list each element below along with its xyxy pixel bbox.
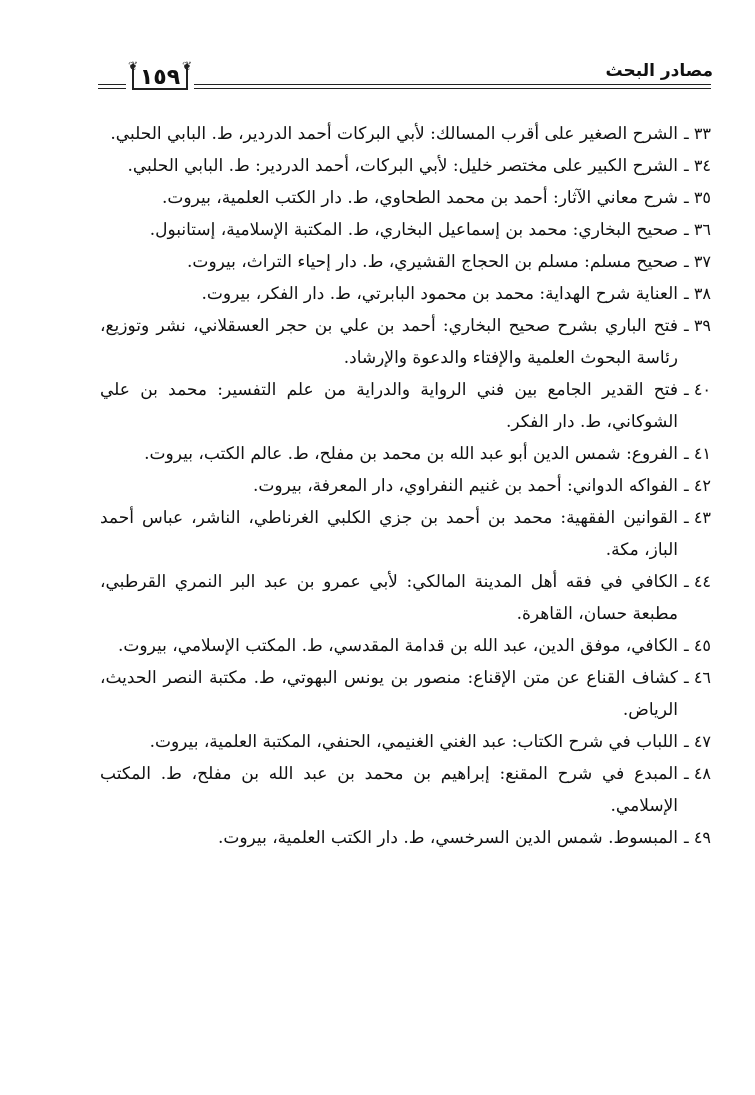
bibliography-entry — [100, 214, 711, 246]
section-title: مصادر البحث — [596, 60, 714, 82]
bibliography-entry — [100, 630, 711, 662]
bibliography-entry — [100, 662, 711, 726]
entry-text: الفواكه الدواني: أحمد بن غنيم النفراوي، دار المعرفة، بيروت. — [252, 476, 679, 496]
bibliography-entry — [100, 150, 711, 182]
bibliography-entry — [100, 182, 711, 214]
entry-number: ٣٦ ـ — [684, 220, 711, 239]
entry-text: الفروع: شمس الدين أبو عبد الله بن محمد بن مفلح، ط. عالم الكتب، بيروت. — [144, 444, 679, 464]
bibliography-entry — [100, 438, 711, 470]
entry-number: ٤٦ ـ — [684, 668, 711, 687]
bibliography-entry — [100, 822, 711, 854]
entry-number: ٣٣ ـ — [684, 124, 711, 143]
bibliography-entry — [100, 118, 711, 150]
entry-text: العناية شرح الهداية: محمد بن محمود البابرتي، ط. دار الفكر، بيروت. — [201, 284, 679, 304]
entry-number: ٣٧ ـ — [684, 252, 711, 271]
entry-number: ٤٠ ـ — [684, 380, 711, 399]
entry-text: الشرح الصغير على أقرب المسالك: لأبي البركات أحمد الدردير، ط. البابي الحلبي. — [110, 124, 679, 144]
entry-text: القوانين الفقهية: محمد بن أحمد بن جزي الكلبي الغرناطي، الناشر، عباس أحمد الباز، مكة. — [100, 508, 679, 560]
bibliography-entry — [100, 726, 711, 758]
entry-text: اللباب في شرح الكتاب: عبد الغني الغنيمي، الحنفي، المكتبة العلمية، بيروت. — [149, 732, 679, 752]
entry-number: ٣٩ ـ — [684, 316, 711, 335]
entry-text: الكافي في فقه أهل المدينة المالكي: لأبي عمرو بن عبد البر النمري القرطبي، مطبعة حسان، القاهرة. — [100, 572, 679, 624]
entry-text: الكافي، موفق الدين، عبد الله بن قدامة المقدسي، ط. المكتب الإسلامي، بيروت. — [118, 636, 679, 656]
bibliography-entry — [100, 374, 711, 438]
bibliography-list — [100, 118, 711, 854]
bibliography-entry — [100, 246, 711, 278]
entry-text: المبدع في شرح المقنع: إبراهيم بن محمد بن عبد الله بن مفلح، ط. المكتب الإسلامي. — [100, 764, 679, 816]
entry-number: ٤٩ ـ — [684, 828, 711, 847]
bibliography-entry — [100, 310, 711, 374]
entry-number: ٤١ ـ — [684, 444, 711, 463]
entry-text: فتح القدير الجامع بين فني الرواية والدراية من علم التفسير: محمد بن علي الشوكاني، ط. دار الفكر. — [100, 380, 679, 432]
entry-text: كشاف القناع عن متن الإقناع: منصور بن يونس البهوتي، ط. مكتبة النصر الحديث، الرياض. — [100, 668, 679, 720]
page-number: ١٥٩ — [139, 65, 181, 90]
entry-text: المبسوط. شمس الدين السرخسي، ط. دار الكتب العلمية، بيروت. — [217, 828, 679, 848]
bibliography-entry — [100, 278, 711, 310]
entry-text: الشرح الكبير على مختصر خليل: لأبي البركات، أحمد الدردير: ط. البابي الحلبي. — [127, 156, 679, 176]
entry-number: ٤٤ ـ — [684, 572, 711, 591]
entry-number: ٣٥ ـ — [684, 188, 711, 207]
ornament-icon: ❦ — [128, 59, 139, 73]
entry-text: شرح معاني الآثار: أحمد بن محمد الطحاوي، ط. دار الكتب العلمية، بيروت. — [161, 188, 679, 208]
entry-number: ٣٤ ـ — [684, 156, 711, 175]
bibliography-entry — [100, 470, 711, 502]
entry-text: صحيح البخاري: محمد بن إسماعيل البخاري، ط. المكتبة الإسلامية، إستانبول. — [149, 220, 679, 240]
entry-number: ٤٢ ـ — [684, 476, 711, 495]
entry-number: ٤٣ ـ — [684, 508, 711, 527]
bibliography-entry — [100, 758, 711, 822]
entry-number: ٤٥ ـ — [684, 636, 711, 655]
entry-number: ٤٨ ـ — [684, 764, 711, 783]
entry-text: صحيح مسلم: مسلم بن الحجاج القشيري، ط. دار إحياء التراث، بيروت. — [187, 252, 679, 272]
ornament-icon: ❦ — [181, 59, 192, 73]
entry-text: فتح الباري بشرح صحيح البخاري: أحمد بن علي بن حجر العسقلاني، نشر وتوزيع، رئاسة البحوث العلمية والإفتاء والدعوة والإرشاد. — [100, 316, 679, 368]
page-number-frame — [126, 60, 194, 96]
entry-number: ٣٨ ـ — [684, 284, 711, 303]
page-header — [98, 58, 711, 98]
bibliography-entry — [100, 502, 711, 566]
bibliography-entry — [100, 566, 711, 630]
entry-number: ٤٧ ـ — [684, 732, 711, 751]
